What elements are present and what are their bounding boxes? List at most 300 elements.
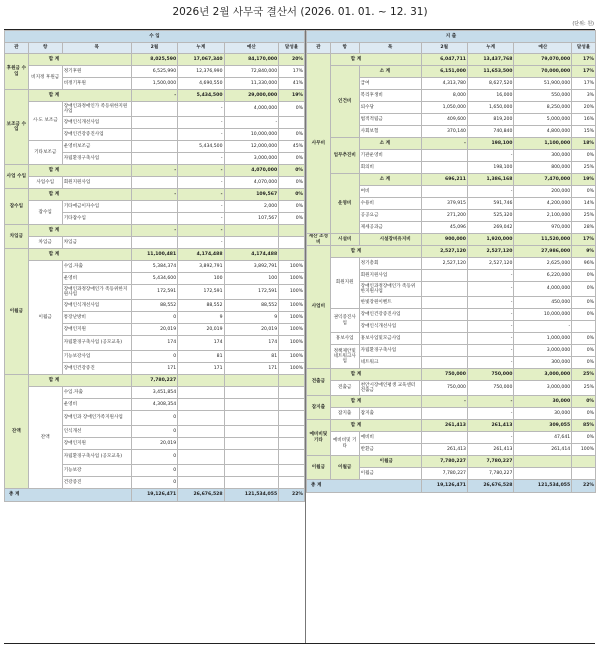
item-name-cell: 기타잡수입: [62, 213, 131, 225]
month-amount-cell: 409,600: [421, 114, 467, 126]
achievement-rate-cell: 0%: [279, 201, 305, 213]
achievement-rate-cell: 0%: [279, 177, 305, 189]
month-amount-cell: 0: [131, 465, 177, 477]
budget-amount-cell: 172,591: [224, 285, 279, 300]
month-amount-cell: [131, 102, 177, 117]
month-amount-cell: 261,413: [421, 420, 467, 432]
table-row: [5, 237, 305, 249]
cumulative-amount-cell: -: [178, 201, 224, 213]
budget-amount-cell: 4,800,000: [514, 126, 572, 138]
achievement-rate-cell: 18%: [572, 138, 596, 150]
total-rate-cell: 22%: [572, 480, 596, 493]
cumulative-amount-cell: 81: [178, 351, 224, 363]
month-amount-cell: 900,000: [421, 234, 467, 246]
budget-amount-cell: 4,070,000: [224, 165, 279, 177]
month-amount-cell: 4,313,780: [421, 78, 467, 90]
column-header: 누계: [178, 43, 224, 54]
total-budget-cell: 121,534,055: [224, 489, 279, 502]
item-name-cell: 자립환경구축사업: [62, 153, 131, 165]
month-amount-cell: [421, 357, 467, 369]
achievement-rate-cell: 0%: [572, 309, 596, 321]
cumulative-amount-cell: 4,690,550: [178, 78, 224, 90]
budget-amount-cell: [224, 237, 279, 249]
item-name-cell: 운영비보조금: [62, 141, 131, 153]
subtotal-label: 합 계: [28, 54, 131, 66]
item-name-cell: 장애인식개선사업: [62, 300, 131, 312]
column-header: 예산: [224, 43, 279, 54]
budget-amount-cell: 300,000: [514, 150, 572, 162]
achievement-rate-cell: 100%: [279, 351, 305, 363]
budget-amount-cell: [224, 477, 279, 489]
cumulative-amount-cell: [178, 387, 224, 399]
column-header: 항: [28, 43, 62, 54]
month-amount-cell: [421, 309, 467, 321]
subtotal-row: [5, 165, 305, 177]
budget-amount-cell: [224, 438, 279, 450]
cumulative-amount-cell: 8,627,520: [467, 78, 513, 90]
column-header: 2월: [131, 43, 177, 54]
month-amount-cell: 750,000: [421, 369, 467, 381]
item-name-cell: 천안시장애인평생 교육센터전출금: [359, 381, 421, 396]
total-cumulative-cell: 26,676,528: [178, 489, 224, 502]
item-group-cell: 운영비: [330, 174, 359, 234]
page-title: 2026년 2월 사무국 결산서 (2026. 01. 01. ~ 12. 31): [172, 6, 428, 18]
item-name-cell: 장애인과 장애인가족지원사업: [62, 411, 131, 426]
table-row: [307, 432, 596, 444]
achievement-rate-cell: 9%: [572, 246, 596, 258]
month-amount-cell: 370,140: [421, 126, 467, 138]
item-name-cell: 잡지출: [359, 408, 421, 420]
total-rate-cell: 22%: [279, 489, 305, 502]
achievement-rate-cell: [279, 411, 305, 426]
cumulative-amount-cell: 4,174,488: [178, 249, 224, 261]
month-amount-cell: [421, 333, 467, 345]
budget-amount-cell: 72,840,000: [224, 66, 279, 78]
category-cell: 예비비및 기타: [307, 420, 331, 456]
cumulative-amount-cell: 198,100: [467, 138, 513, 150]
achievement-rate-cell: [572, 321, 596, 333]
budget-amount-cell: 51,900,000: [514, 78, 572, 90]
achievement-rate-cell: 17%: [572, 78, 596, 90]
month-amount-cell: 174: [131, 336, 177, 351]
total-budget-cell: 121,534,055: [514, 480, 572, 493]
month-amount-cell: 7,780,227: [421, 468, 467, 480]
cumulative-amount-cell: 591,746: [467, 198, 513, 210]
cumulative-amount-cell: 269,042: [467, 222, 513, 234]
table-row: [5, 102, 305, 117]
subtotal-label: 합 계: [330, 369, 421, 381]
budget-amount-cell: 174: [224, 336, 279, 351]
cumulative-amount-cell: -: [178, 165, 224, 177]
cumulative-amount-cell: -: [467, 345, 513, 357]
cumulative-amount-cell: [178, 411, 224, 426]
month-amount-cell: [421, 321, 467, 333]
cumulative-amount-cell: [178, 375, 224, 387]
cumulative-amount-cell: -: [467, 186, 513, 198]
budget-amount-cell: [514, 468, 572, 480]
achievement-rate-cell: [279, 387, 305, 399]
subtotal-row: [307, 234, 596, 246]
item-name-cell: 운영비: [62, 273, 131, 285]
item-name-cell: 한빛장원이벤트: [359, 297, 421, 309]
item-group-cell: 정책제안및 네트워크사업: [330, 345, 359, 369]
budget-amount-cell: [514, 456, 572, 468]
budget-amount-cell: 3,000,000: [514, 369, 572, 381]
cumulative-amount-cell: -: [467, 270, 513, 282]
item-group-cell: 권익증진사업: [330, 309, 359, 333]
month-amount-cell: [421, 186, 467, 198]
item-name-cell: 장애인지원: [62, 324, 131, 336]
budget-amount-cell: -: [514, 321, 572, 333]
achievement-rate-cell: [279, 426, 305, 438]
achievement-rate-cell: 85%: [572, 420, 596, 432]
item-group-cell: 인건비: [330, 66, 359, 138]
budget-amount-cell: 3,000,000: [224, 153, 279, 165]
item-group-cell: 사업수입: [28, 177, 62, 189]
expense-column-row: [307, 43, 596, 54]
cumulative-amount-cell: 12,376,990: [178, 66, 224, 78]
month-amount-cell: -: [131, 189, 177, 201]
subtotal-row: [5, 225, 305, 237]
cumulative-amount-cell: -: [178, 237, 224, 249]
budget-amount-cell: 4,200,000: [514, 198, 572, 210]
item-name-cell: 장애인과정장애인가 족등위한지원사업: [62, 285, 131, 300]
achievement-rate-cell: 19%: [572, 174, 596, 186]
table-row: [307, 381, 596, 396]
item-name-cell: 회의비: [359, 162, 421, 174]
month-amount-cell: 88,552: [131, 300, 177, 312]
achievement-rate-cell: 0%: [279, 165, 305, 177]
table-row: [5, 201, 305, 213]
month-amount-cell: 172,591: [131, 285, 177, 300]
cumulative-amount-cell: 5,434,500: [178, 90, 224, 102]
month-amount-cell: 696,211: [421, 174, 467, 186]
item-group-cell: 차입금: [28, 237, 62, 249]
achievement-rate-cell: 100%: [279, 312, 305, 324]
budget-amount-cell: 84,170,000: [224, 54, 279, 66]
month-amount-cell: [421, 408, 467, 420]
budget-amount-cell: 12,000,000: [224, 141, 279, 153]
cumulative-amount-cell: -: [467, 282, 513, 297]
cumulative-amount-cell: 261,413: [467, 420, 513, 432]
budget-amount-cell: 9: [224, 312, 279, 324]
achievement-rate-cell: 0%: [572, 408, 596, 420]
item-name-cell: 법적적립금: [359, 114, 421, 126]
budget-amount-cell: 1,000,000: [514, 333, 572, 345]
subtotal-row: [5, 249, 305, 261]
budget-amount-cell: 30,000: [514, 408, 572, 420]
achievement-rate-cell: 100%: [279, 363, 305, 375]
table-row: [5, 66, 305, 78]
month-amount-cell: 0: [131, 426, 177, 438]
subtotal-row: [5, 375, 305, 387]
item-group-cell: 홍보사업: [330, 333, 359, 345]
month-amount-cell: 1,050,000: [421, 102, 467, 114]
item-name-cell: 장애인식개선사업: [62, 117, 131, 129]
achievement-rate-cell: 100%: [279, 273, 305, 285]
achievement-rate-cell: [279, 465, 305, 477]
item-name-cell: 여비: [359, 186, 421, 198]
achievement-rate-cell: 20%: [572, 102, 596, 114]
expense-header-row: [307, 31, 596, 43]
achievement-rate-cell: 3%: [572, 90, 596, 102]
achievement-rate-cell: [279, 237, 305, 249]
budget-amount-cell: 11,520,000: [514, 234, 572, 246]
cumulative-amount-cell: -: [467, 432, 513, 444]
subtotal-label: 소 계: [359, 174, 421, 186]
column-header: 예산: [514, 43, 572, 54]
subtotal-label: 시설장비유지비: [359, 234, 421, 246]
cumulative-amount-cell: 3,892,791: [178, 261, 224, 273]
cumulative-amount-cell: 9: [178, 312, 224, 324]
budget-amount-cell: 800,000: [514, 162, 572, 174]
income-column-row: [5, 43, 305, 54]
subtotal-label: 합 계: [28, 375, 131, 387]
month-amount-cell: 8,025,590: [131, 54, 177, 66]
month-amount-cell: 4,308,354: [131, 399, 177, 411]
month-amount-cell: 20,019: [131, 438, 177, 450]
cumulative-amount-cell: 1,650,000: [467, 102, 513, 114]
item-name-cell: 장애인지원: [62, 438, 131, 450]
achievement-rate-cell: 41%: [279, 78, 305, 90]
cumulative-amount-cell: 7,780,227: [467, 468, 513, 480]
table-row: [5, 387, 305, 399]
subtotal-row: [307, 396, 596, 408]
cumulative-amount-cell: -: [467, 150, 513, 162]
budget-amount-cell: [224, 465, 279, 477]
item-group-cell: 시설비: [330, 234, 359, 246]
item-name-cell: 네트워크: [359, 357, 421, 369]
subtotal-row: [307, 54, 596, 66]
achievement-rate-cell: 45%: [279, 141, 305, 153]
income-total-row: [5, 489, 305, 502]
subtotal-label: 이월금: [359, 456, 421, 468]
item-name-cell: 장애인건강증진사업: [359, 309, 421, 321]
category-cell: 재산 조성비: [307, 234, 331, 246]
budget-amount-cell: 970,000: [514, 222, 572, 234]
month-amount-cell: 11,100,481: [131, 249, 177, 261]
cumulative-amount-cell: 16,000: [467, 90, 513, 102]
achievement-rate-cell: 25%: [572, 369, 596, 381]
cumulative-amount-cell: -: [467, 309, 513, 321]
subtotal-row: [5, 189, 305, 201]
month-amount-cell: 5,384,374: [131, 261, 177, 273]
item-group-cell: 비지정 후원금: [28, 66, 62, 90]
expense-table: [306, 30, 596, 493]
subtotal-label: 합 계: [330, 246, 421, 258]
month-amount-cell: 0: [131, 477, 177, 489]
item-name-cell: 수입.자출: [62, 261, 131, 273]
month-amount-cell: [421, 150, 467, 162]
month-amount-cell: 271,200: [421, 210, 467, 222]
cumulative-amount-cell: -: [467, 297, 513, 309]
month-amount-cell: 0: [131, 411, 177, 426]
table-row: [5, 261, 305, 273]
item-name-cell: 자립환경구축사업 (공모교육): [62, 450, 131, 465]
budget-amount-cell: 261,414: [514, 444, 572, 456]
achievement-rate-cell: [279, 450, 305, 465]
budget-amount-cell: 450,000: [514, 297, 572, 309]
cumulative-amount-cell: [178, 399, 224, 411]
month-amount-cell: [131, 117, 177, 129]
cumulative-amount-cell: -: [467, 396, 513, 408]
category-cell: 잡지출: [307, 396, 331, 420]
cumulative-amount-cell: 750,000: [467, 369, 513, 381]
item-name-cell: 자립환경구축사업: [359, 345, 421, 357]
achievement-rate-cell: 0%: [572, 432, 596, 444]
month-amount-cell: [131, 237, 177, 249]
budget-amount-cell: 4,000,000: [224, 102, 279, 117]
column-header: 항: [330, 43, 359, 54]
month-amount-cell: 379,915: [421, 198, 467, 210]
cumulative-amount-cell: 7,780,227: [467, 456, 513, 468]
budget-amount-cell: 3,000,000: [514, 381, 572, 396]
column-header: 목: [62, 43, 131, 54]
income-section: [4, 30, 305, 643]
achievement-rate-cell: 100%: [279, 336, 305, 351]
cumulative-amount-cell: [178, 465, 224, 477]
category-cell: 사무비: [307, 54, 331, 234]
subtotal-row: [307, 66, 596, 78]
achievement-rate-cell: 25%: [572, 381, 596, 396]
cumulative-amount-cell: [178, 477, 224, 489]
month-amount-cell: [131, 201, 177, 213]
item-name-cell: 퇴수당: [359, 102, 421, 114]
achievement-rate-cell: 0%: [279, 102, 305, 117]
achievement-rate-cell: 17%: [572, 66, 596, 78]
cumulative-amount-cell: 198,100: [467, 162, 513, 174]
total-cumulative-cell: 26,676,528: [467, 480, 513, 493]
item-name-cell: 장애인건강증진사업: [62, 129, 131, 141]
achievement-rate-cell: 19%: [279, 90, 305, 102]
budget-amount-cell: 2,100,000: [514, 210, 572, 222]
achievement-rate-cell: 100%: [279, 261, 305, 273]
achievement-rate-cell: 0%: [279, 213, 305, 225]
item-name-cell: 비정기후원: [62, 78, 131, 90]
income-header: 수 입: [5, 31, 305, 43]
table-row: [307, 333, 596, 345]
item-name-cell: 장애인건강증진: [62, 363, 131, 375]
month-amount-cell: [421, 297, 467, 309]
budget-amount-cell: 100: [224, 273, 279, 285]
income-table: [4, 30, 305, 502]
column-header: 목: [359, 43, 421, 54]
achievement-rate-cell: 17%: [572, 54, 596, 66]
month-amount-cell: [421, 282, 467, 297]
achievement-rate-cell: 28%: [572, 222, 596, 234]
budget-amount-cell: 309,055: [514, 420, 572, 432]
achievement-rate-cell: 20%: [279, 54, 305, 66]
item-group-cell: 예비비및 기타: [330, 432, 359, 456]
month-amount-cell: [421, 270, 467, 282]
item-name-cell: 공공요금: [359, 210, 421, 222]
month-amount-cell: [421, 432, 467, 444]
achievement-rate-cell: 17%: [279, 66, 305, 78]
item-group-cell: 잔액: [28, 387, 62, 489]
table-row: [307, 258, 596, 270]
cumulative-amount-cell: [178, 426, 224, 438]
achievement-rate-cell: 0%: [572, 282, 596, 297]
budget-amount-cell: 10,000,000: [224, 129, 279, 141]
budget-amount-cell: 1,100,000: [514, 138, 572, 150]
budget-amount-cell: 29,000,000: [224, 90, 279, 102]
cumulative-amount-cell: 525,320: [467, 210, 513, 222]
category-cell: 후원금 수입: [5, 54, 29, 90]
month-amount-cell: [421, 162, 467, 174]
column-header: 달성율: [279, 43, 305, 54]
month-amount-cell: 0: [131, 351, 177, 363]
month-amount-cell: 45,096: [421, 222, 467, 234]
month-amount-cell: 171: [131, 363, 177, 375]
category-cell: 이월금: [5, 249, 29, 375]
cumulative-amount-cell: 2,527,120: [467, 246, 513, 258]
achievement-rate-cell: [572, 468, 596, 480]
cumulative-amount-cell: 750,000: [467, 381, 513, 396]
cumulative-amount-cell: -: [178, 225, 224, 237]
item-name-cell: 수입.자출: [62, 387, 131, 399]
budget-amount-cell: 47,641: [514, 432, 572, 444]
achievement-rate-cell: [279, 375, 305, 387]
item-name-cell: 건강증진: [62, 477, 131, 489]
month-amount-cell: -: [131, 225, 177, 237]
budget-amount-cell: 107,567: [224, 213, 279, 225]
month-amount-cell: [131, 129, 177, 141]
budget-amount-cell: [224, 225, 279, 237]
subtotal-row: [307, 138, 596, 150]
column-header: 관: [307, 43, 331, 54]
achievement-rate-cell: 14%: [572, 198, 596, 210]
cumulative-amount-cell: 174: [178, 336, 224, 351]
achievement-rate-cell: 25%: [572, 162, 596, 174]
item-name-cell: 회원지원사업: [62, 177, 131, 189]
achievement-rate-cell: 0%: [572, 333, 596, 345]
category-cell: 보조금 수입: [5, 90, 29, 165]
budget-amount-cell: [224, 387, 279, 399]
month-amount-cell: 0: [131, 450, 177, 465]
item-name-cell: 장애인과정애인가 족등위한지원사업: [62, 102, 131, 117]
subtotal-label: 합 계: [28, 165, 131, 177]
item-name-cell: 사회보험: [359, 126, 421, 138]
item-group-cell: 잡수입: [28, 201, 62, 225]
achievement-rate-cell: 96%: [572, 258, 596, 270]
month-amount-cell: 2,527,120: [421, 258, 467, 270]
item-name-cell: 복리후생비: [359, 90, 421, 102]
cumulative-amount-cell: -: [178, 129, 224, 141]
month-amount-cell: 6,151,000: [421, 66, 467, 78]
month-amount-cell: 2,527,120: [421, 246, 467, 258]
category-cell: 전출금: [307, 369, 331, 396]
cumulative-amount-cell: 17,067,340: [178, 54, 224, 66]
month-amount-cell: [131, 177, 177, 189]
category-cell: 잡수입: [5, 189, 29, 225]
month-amount-cell: -: [421, 138, 467, 150]
month-amount-cell: -: [131, 90, 177, 102]
category-cell: 차입금: [5, 225, 29, 249]
item-group-cell: 회원지원: [330, 258, 359, 309]
expense-section: [305, 30, 596, 643]
expense-header: 지 출: [307, 31, 596, 43]
month-amount-cell: [131, 141, 177, 153]
achievement-rate-cell: 15%: [572, 126, 596, 138]
subtotal-row: [307, 174, 596, 186]
total-label: 총 계: [5, 489, 132, 502]
cumulative-amount-cell: -: [467, 357, 513, 369]
column-header: 달성율: [572, 43, 596, 54]
budget-amount-cell: [224, 399, 279, 411]
budget-amount-cell: [224, 375, 279, 387]
month-amount-cell: 7,780,227: [421, 456, 467, 468]
budget-amount-cell: 70,000,000: [514, 66, 572, 78]
